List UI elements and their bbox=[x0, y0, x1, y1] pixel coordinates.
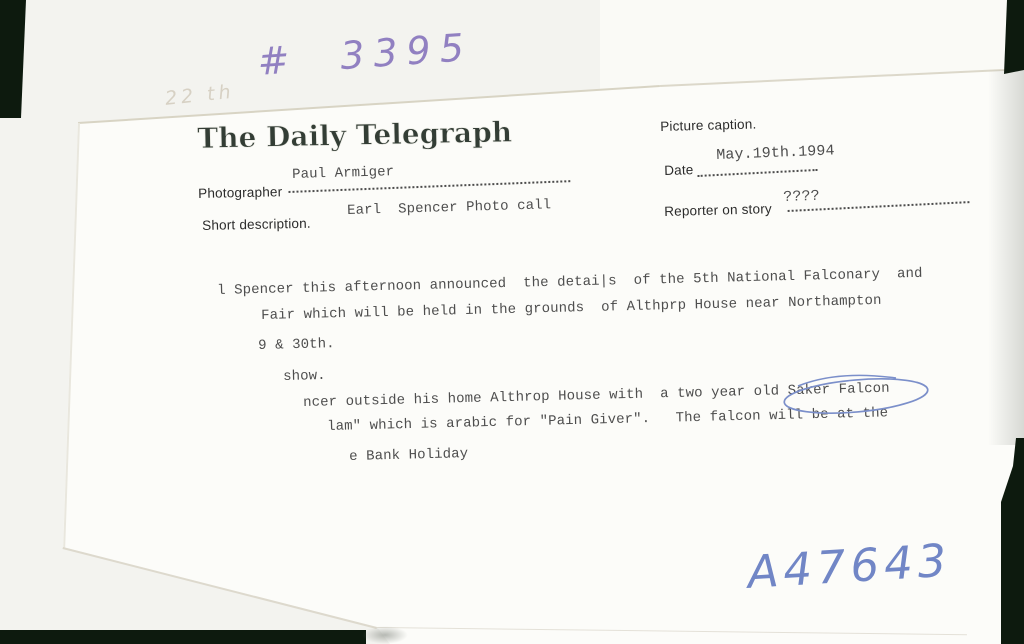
caption-text-line: lam" which is arabic for "Pain Giver". The falcon will be at the bbox=[327, 405, 889, 435]
scanner-right-shading bbox=[988, 70, 1024, 445]
caption-text-line: ncer outside his home Althrop House with a two year old Saker Falcon bbox=[303, 380, 890, 411]
reporter-label: Reporter on story bbox=[664, 201, 773, 219]
picture-caption-label: Picture caption. bbox=[660, 116, 757, 134]
date-label: Date bbox=[664, 162, 694, 178]
photographer-label: Photographer bbox=[198, 184, 283, 201]
handwritten-archive-number: A47643 bbox=[746, 533, 953, 599]
caption-text-line: 9 & 30th. bbox=[258, 336, 335, 354]
scanner-strip-left bbox=[0, 0, 26, 118]
caption-text-line: Fair which will be held in the grounds of Althprp House near Northampton bbox=[261, 292, 882, 324]
short-description-label: Short description. bbox=[202, 215, 311, 233]
caption-text-line: l Spencer this afternoon announced the detai|s of the 5th National Falconary and bbox=[217, 265, 923, 299]
pen-circle-annotation bbox=[778, 372, 934, 420]
photographer-value: Paul Armiger bbox=[292, 164, 395, 183]
faint-pencil-scribble: 22 th bbox=[164, 80, 236, 110]
handwritten-ref-number: # 3395 bbox=[256, 24, 475, 84]
reporter-value: ???? bbox=[783, 187, 820, 206]
caption-text-line: show. bbox=[283, 367, 326, 385]
caption-text-line: e Bank Holiday bbox=[349, 446, 469, 465]
scanner-strip-bottom bbox=[0, 630, 366, 644]
short-description-value: Earl Spencer Photo call bbox=[347, 197, 552, 219]
scanner-strip-top-right bbox=[1004, 0, 1024, 74]
newspaper-masthead: The Daily Telegraph bbox=[197, 115, 513, 155]
scan-smudge bbox=[362, 626, 408, 644]
date-value: May.19th.1994 bbox=[716, 142, 835, 164]
